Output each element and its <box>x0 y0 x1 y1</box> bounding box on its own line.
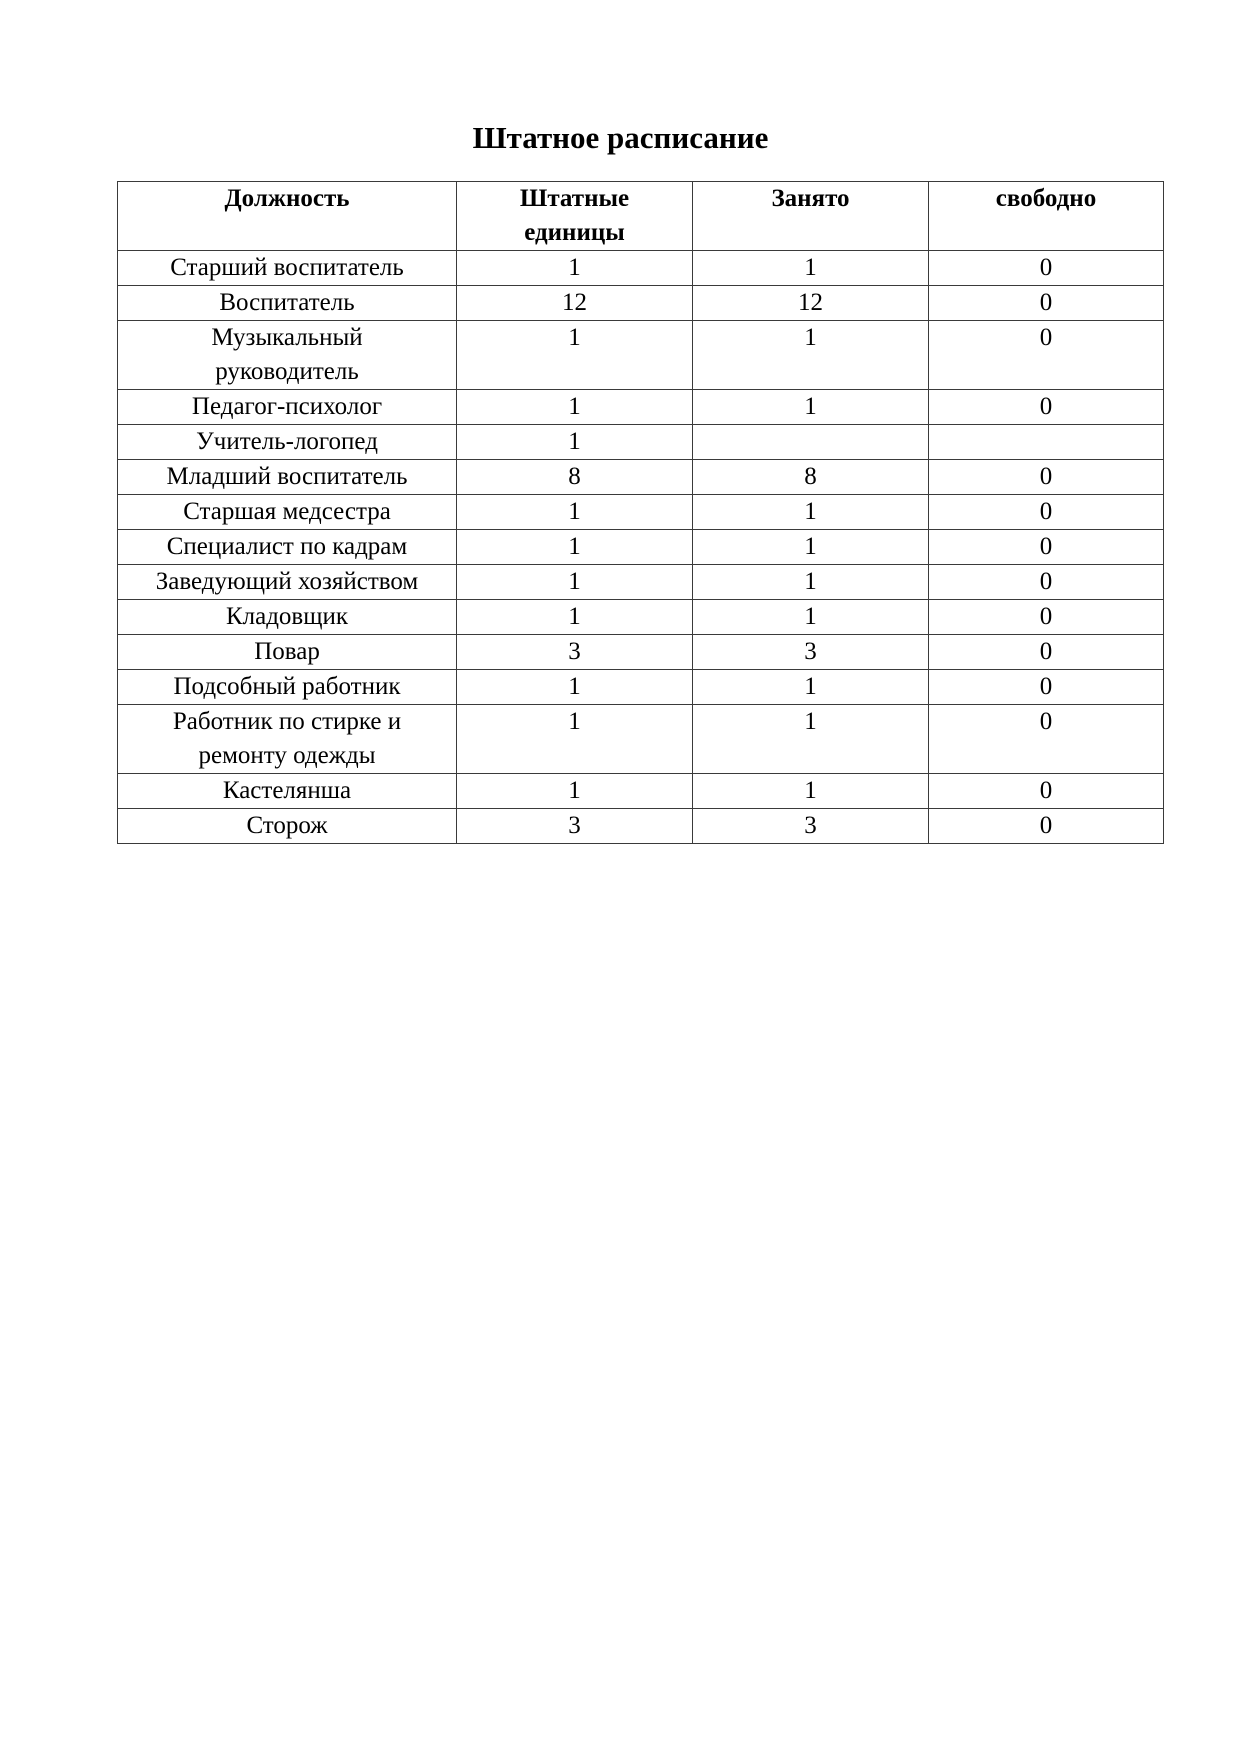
cell-vacant: 0 <box>929 495 1164 530</box>
cell-vacant: 0 <box>929 530 1164 565</box>
cell-occupied: 1 <box>693 600 929 635</box>
cell-occupied: 3 <box>693 809 929 844</box>
cell-staff-units: 1 <box>457 321 693 390</box>
cell-staff-units: 1 <box>457 530 693 565</box>
cell-staff-units: 1 <box>457 251 693 286</box>
cell-staff-units: 1 <box>457 390 693 425</box>
cell-vacant: 0 <box>929 600 1164 635</box>
cell-occupied <box>693 425 929 460</box>
cell-staff-units: 1 <box>457 774 693 809</box>
table-row <box>118 495 1164 530</box>
cell-staff-units: 3 <box>457 635 693 670</box>
cell-position: Повар <box>118 635 457 670</box>
cell-staff-units: 1 <box>457 600 693 635</box>
cell-position: Подсобный работник <box>118 670 457 705</box>
table-row <box>118 774 1164 809</box>
table-row <box>118 425 1164 460</box>
cell-position: Специалист по кадрам <box>118 530 457 565</box>
page-title: Штатное расписание <box>472 120 769 155</box>
cell-staff-units: 12 <box>457 286 693 321</box>
header-staff-units: Штатные единицы <box>457 182 693 251</box>
cell-position: Старшая медсестра <box>118 495 457 530</box>
table-header-row <box>118 182 1164 251</box>
cell-vacant: 0 <box>929 286 1164 321</box>
cell-staff-units: 1 <box>457 705 693 774</box>
cell-vacant: 0 <box>929 251 1164 286</box>
table-row <box>118 670 1164 705</box>
header-position: Должность <box>118 182 457 251</box>
cell-staff-units: 1 <box>457 425 693 460</box>
cell-occupied: 1 <box>693 321 929 390</box>
cell-vacant: 0 <box>929 460 1164 495</box>
cell-vacant: 0 <box>929 774 1164 809</box>
table-row <box>118 705 1164 774</box>
table-row <box>118 251 1164 286</box>
cell-position: Музыкальный руководитель <box>118 321 457 390</box>
cell-occupied: 1 <box>693 495 929 530</box>
cell-staff-units: 3 <box>457 809 693 844</box>
cell-occupied: 12 <box>693 286 929 321</box>
cell-position: Воспитатель <box>118 286 457 321</box>
cell-staff-units: 1 <box>457 495 693 530</box>
table-row <box>118 600 1164 635</box>
cell-staff-units: 1 <box>457 565 693 600</box>
staff-table <box>117 181 1164 844</box>
cell-occupied: 1 <box>693 530 929 565</box>
cell-position: Младший воспитатель <box>118 460 457 495</box>
cell-occupied: 1 <box>693 774 929 809</box>
table-row <box>118 565 1164 600</box>
cell-vacant: 0 <box>929 670 1164 705</box>
cell-staff-units: 8 <box>457 460 693 495</box>
cell-position: Сторож <box>118 809 457 844</box>
cell-occupied: 8 <box>693 460 929 495</box>
cell-position: Старший воспитатель <box>118 251 457 286</box>
table-row <box>118 809 1164 844</box>
cell-vacant: 0 <box>929 705 1164 774</box>
cell-vacant: 0 <box>929 635 1164 670</box>
cell-occupied: 3 <box>693 635 929 670</box>
cell-position: Учитель-логопед <box>118 425 457 460</box>
cell-vacant: 0 <box>929 321 1164 390</box>
cell-position: Работник по стирке и ремонту одежды <box>118 705 457 774</box>
cell-occupied: 1 <box>693 251 929 286</box>
header-vacant: свободно <box>929 182 1164 251</box>
cell-position: Заведующий хозяйством <box>118 565 457 600</box>
table-row <box>118 460 1164 495</box>
cell-vacant <box>929 425 1164 460</box>
cell-occupied: 1 <box>693 565 929 600</box>
cell-position: Педагог-психолог <box>118 390 457 425</box>
header-occupied: Занято <box>693 182 929 251</box>
cell-vacant: 0 <box>929 809 1164 844</box>
cell-vacant: 0 <box>929 390 1164 425</box>
table-row <box>118 390 1164 425</box>
cell-occupied: 1 <box>693 670 929 705</box>
table-row <box>118 530 1164 565</box>
cell-vacant: 0 <box>929 565 1164 600</box>
table-row <box>118 286 1164 321</box>
cell-occupied: 1 <box>693 390 929 425</box>
cell-occupied: 1 <box>693 705 929 774</box>
cell-staff-units: 1 <box>457 670 693 705</box>
cell-position: Кладовщик <box>118 600 457 635</box>
table-row <box>118 635 1164 670</box>
table-row <box>118 321 1164 390</box>
cell-position: Кастелянша <box>118 774 457 809</box>
